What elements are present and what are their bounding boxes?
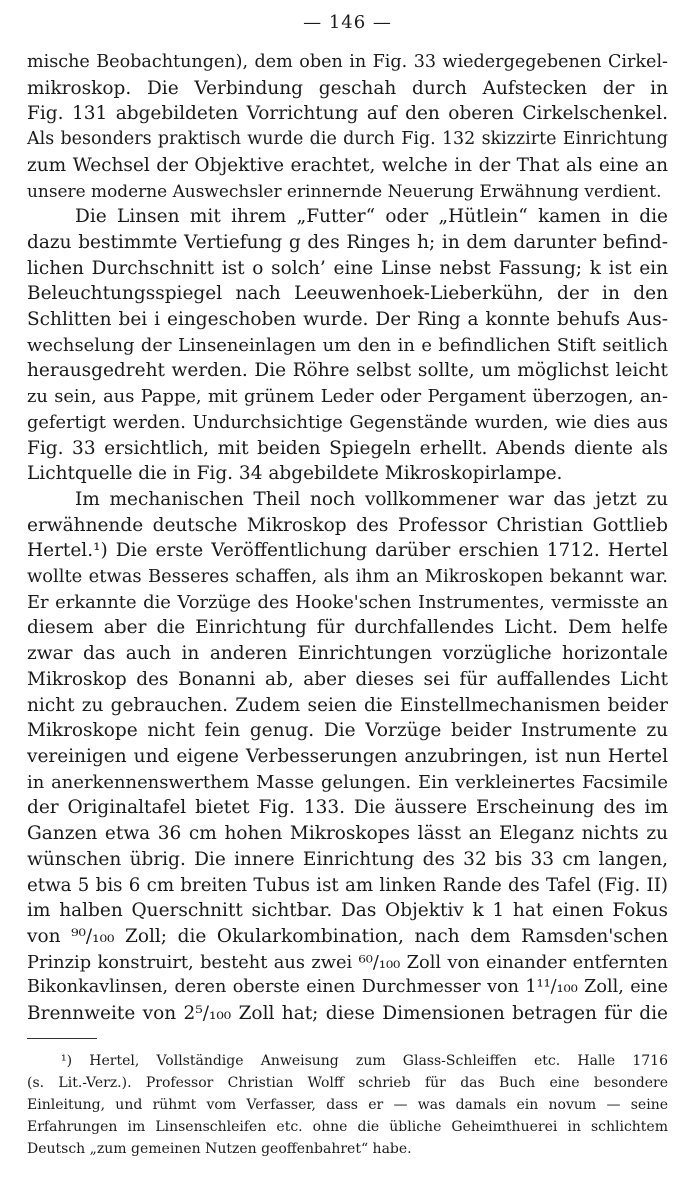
- text-line: zwar das auch in anderen Einrichtungen vorzügliche horizontale: [27, 643, 668, 665]
- text-line: wünschen übrig. Die innere Einrichtung des 32 bis 33 cm langen,: [27, 848, 668, 870]
- text-line: lichen Durchschnitt ist o solch’ eine Linse nebst Fassung; k ist ein: [27, 257, 668, 279]
- text-line: Hertel.¹) Die erste Veröffentlichung darüber erschien 1712. Hertel: [27, 540, 668, 562]
- text-line: in anerkennenswerthem Masse gelungen. Ein verkleinertes Facsimile: [27, 771, 668, 793]
- text-line: diesem aber die Einrichtung für durchfallendes Licht. Dem helfe: [27, 617, 668, 639]
- text-line: Als besonders praktisch wurde die durch Fig. 132 skizzirte Einrichtung: [27, 129, 668, 150]
- text-line: Fig. 131 abgebildeten Vorrichtung auf den oberen Cirkelschenkel.: [27, 103, 668, 125]
- text-line: nicht zu gebrauchen. Zudem seien die Einstellmechanismen beider: [27, 694, 668, 716]
- text-line: zum Wechsel der Objektive erachtet, welche in der That als eine an: [27, 154, 668, 176]
- body-text: [27, 50, 668, 1027]
- text-line: mikroskop. Die Verbindung geschah durch Aufstecken der in: [27, 77, 668, 99]
- text-line: wollte etwas Besseres schaffen, als ihm an Mikroskopen bekannt war.: [27, 566, 668, 588]
- footnote-line: Deutsch „zum gemeinen Nutzen geoffenbahret“ habe.: [27, 1141, 412, 1157]
- footnote-line: (s. Lit.-Verz.). Professor Christian Wolff schrieb für das Buch eine besondere: [27, 1075, 668, 1091]
- text-line: Er erkannte die Vorzüge des Hooke'schen Instrumentes, vermisste an: [27, 591, 668, 613]
- text-line: mische Beobachtungen), dem oben in Fig. 33 wiedergegebenen Cirkel-: [27, 52, 668, 72]
- text-line: zu sein, aus Pappe, mit grünem Leder oder Pergament überzogen, an-: [27, 386, 668, 408]
- text-line: Brennweite von 2⁵/₁₀₀ Zoll hat; diese Dimensionen betragen für die: [27, 1003, 668, 1025]
- footnote-line: ¹) Hertel, Vollständige Anweisung zum Glass-Schleiffen etc. Halle 1716: [61, 1053, 668, 1069]
- text-line: dazu bestimmte Vertiefung g des Ringes h; in dem darunter befind-: [27, 231, 668, 253]
- text-line: Beleuchtungsspiegel nach Leeuwenhoek-Lieberkühn, der in den: [27, 283, 668, 305]
- text-line: Lichtquelle die in Fig. 34 abgebildete Mikroskopirlampe.: [27, 463, 563, 485]
- text-line: etwa 5 bis 6 cm breiten Tubus ist am linken Rande des Tafel (Fig. II): [27, 874, 668, 896]
- text-line: Bikonkavlinsen, deren oberste einen Durchmesser von 1¹¹/₁₀₀ Zoll, eine: [27, 977, 668, 998]
- text-line: wechselung der Linseneinlagen um den in e befindlichen Stift seitlich: [27, 334, 668, 356]
- text-line: im halben Querschnitt sichtbar. Das Objektiv k 1 hat einen Fokus: [27, 900, 668, 922]
- book-page: [27, 0, 668, 1200]
- footnote-line: Einleitung, und rühmt vom Verfasser, dass er — was damals ein novum — seine: [27, 1097, 668, 1113]
- text-line: Mikroskop des Bonanni ab, aber dieses sei für auffallendes Licht: [27, 668, 668, 690]
- text-line: unsere moderne Auswechsler erinnernde Neuerung Erwähnung verdient.: [27, 180, 662, 201]
- page-number: — 146 —: [303, 12, 392, 33]
- text-line: herausgedreht werden. Die Röhre selbst sollte, um möglichst leicht: [27, 360, 668, 382]
- text-line: Im mechanischen Theil noch vollkommener war das jetzt zu: [75, 488, 668, 510]
- text-line: gefertigt werden. Undurchsichtige Gegenstände wurden, wie dies aus: [27, 411, 668, 433]
- text-line: Fig. 33 ersichtlich, mit beiden Spiegeln erhellt. Abends diente als: [27, 437, 668, 459]
- text-line: erwähnende deutsche Mikroskop des Professor Christian Gottlieb: [27, 514, 668, 536]
- text-line: der Originaltafel bietet Fig. 133. Die äussere Erscheinung des im: [27, 797, 668, 819]
- footnote-divider: [27, 1038, 97, 1039]
- text-line: vereinigen und eigene Verbesserungen anzubringen, ist nun Hertel: [27, 745, 668, 767]
- footnote-line: Erfahrungen im Linsenschleifen etc. ohne die übliche Geheimthuerei in schlichtem: [27, 1119, 668, 1135]
- text-line: Mikroskope nicht fein genug. Die Vorzüge beider Instrumente zu: [27, 720, 668, 742]
- text-line: Die Linsen mit ihrem „Futter“ oder „Hütlein“ kamen in die: [75, 206, 668, 228]
- text-line: Ganzen etwa 36 cm hohen Mikroskopes lässt an Eleganz nichts zu: [27, 823, 668, 845]
- text-line: Schlitten bei i eingeschoben wurde. Der Ring a konnte behufs Aus-: [27, 309, 668, 331]
- text-line: von ⁹⁰/₁₀₀ Zoll; die Okularkombination, nach dem Ramsden'schen: [27, 925, 668, 947]
- footnote: [27, 1050, 668, 1160]
- text-line: Prinzip konstruirt, besteht aus zwei ⁶⁰/₁₀₀ Zoll von einander entfernten: [27, 951, 668, 973]
